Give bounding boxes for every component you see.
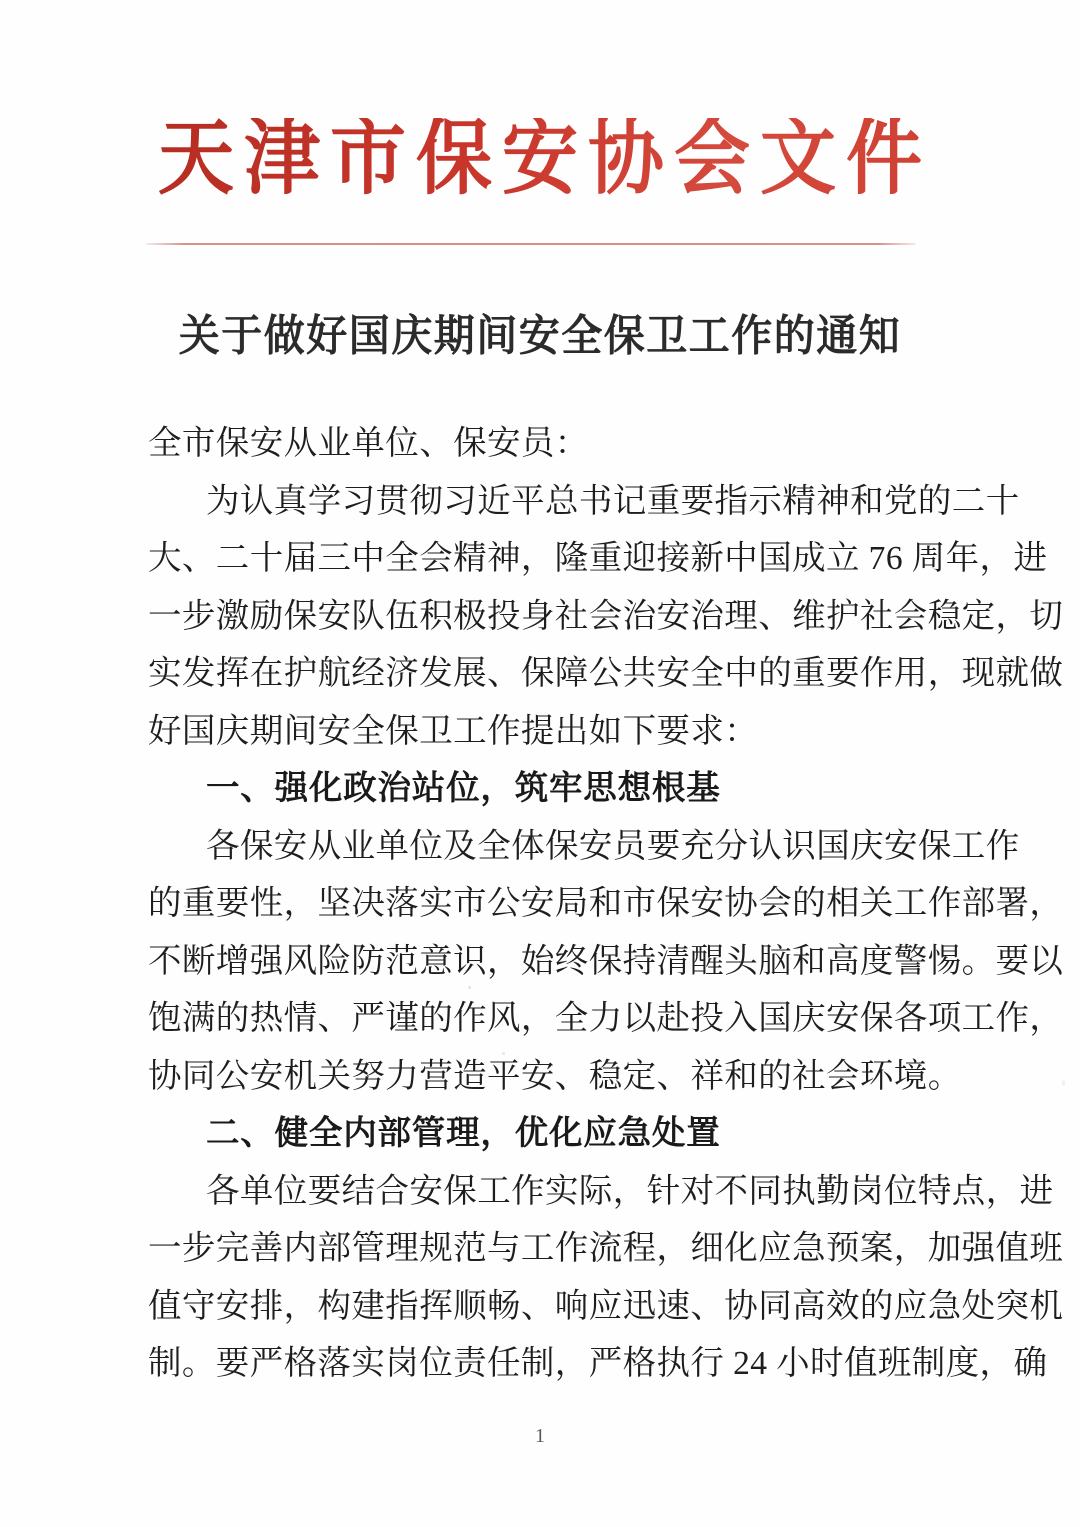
masthead <box>0 113 1080 205</box>
preamble-line: 为认真学习贯彻习近平总书记重要指示精神和党的二十 <box>206 482 1020 520</box>
salutation-line: 全市保安从业单位、保安员： <box>148 425 589 462</box>
page-number: 1 <box>535 1425 545 1447</box>
section-1-line: 协同公安机关努力营造平安、稳定、祥和的社会环境。 <box>148 1057 962 1095</box>
section-2-line: 值守安排，构建指挥顺畅、响应迅速、协同高效的应急处突机 <box>148 1287 1064 1325</box>
section-2-line: 各单位要结合安保工作实际，针对不同执勤岗位特点，进 <box>206 1172 1054 1210</box>
preamble-line: 一步激励保安队伍积极投身社会治安治理、维护社会稳定，切 <box>148 597 1064 635</box>
preamble-line: 实发挥在护航经济发展、保障公共安全中的重要作用，现就做 <box>148 655 1064 692</box>
section-2-line: 制。要严格落实岗位责任制，严格执行 24 小时值班制度，确 <box>148 1345 1048 1382</box>
section-1-line: 不断增强风险防范意识，始终保持清醒头脑和高度警惕。要以 <box>148 942 1064 980</box>
section-heading-2: 二、健全内部管理，优化应急处置 <box>206 1115 721 1152</box>
section-1-line: 饱满的热情、严谨的作风，全力以赴投入国庆安保各项工作， <box>148 1000 1064 1037</box>
section-heading-1: 一、强化政治站位，筑牢思想根基 <box>206 770 721 807</box>
document-body <box>148 415 1064 1393</box>
section-2-line: 一步完善内部管理规范与工作流程，细化应急预案，加强值班 <box>148 1230 1064 1267</box>
masthead-divider-rule <box>146 243 916 245</box>
document-title: 关于做好国庆期间安全保卫工作的通知 <box>178 311 902 360</box>
masthead-title: 天津市保安协会文件 <box>148 118 932 200</box>
section-1-line: 的重要性，坚决落实市公安局和市保安协会的相关工作部署， <box>148 885 1064 922</box>
scan-artifact-speck <box>1062 1080 1065 1086</box>
preamble-line: 大、二十届三中全会精神，隆重迎接新中国成立 76 周年，进 <box>148 540 1048 577</box>
preamble-line: 好国庆期间安全保卫工作提出如下要求： <box>148 712 759 750</box>
section-1-line: 各保安从业单位及全体保安员要充分认识国庆安保工作 <box>206 827 1020 865</box>
